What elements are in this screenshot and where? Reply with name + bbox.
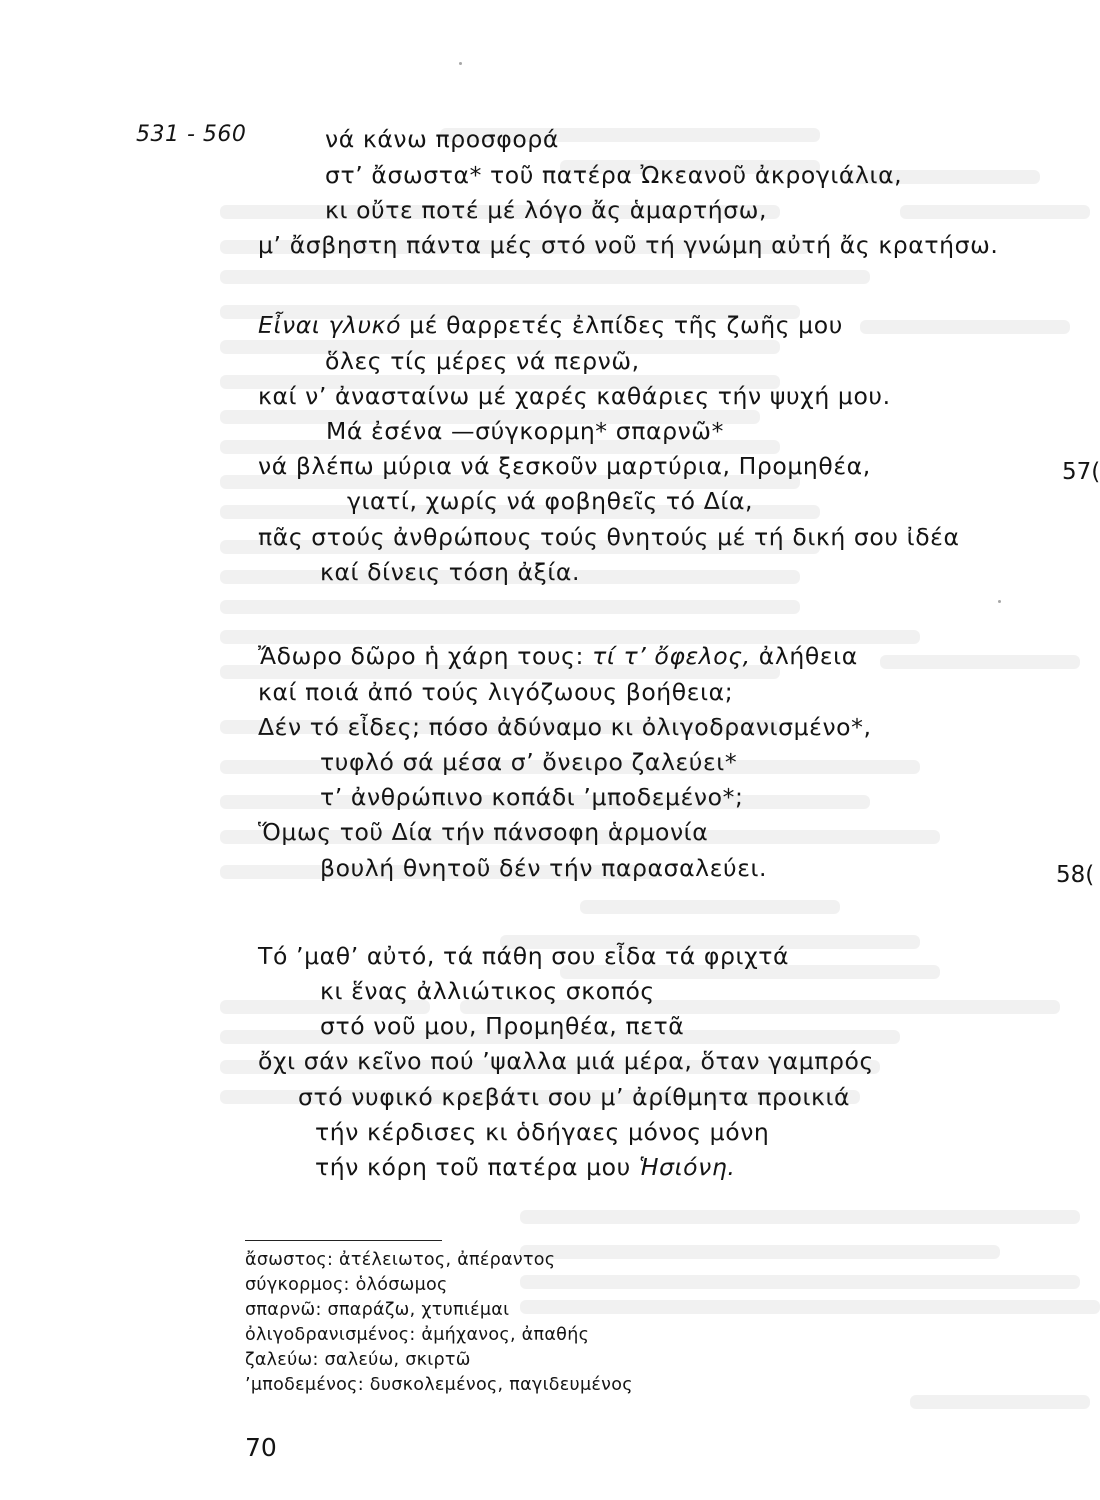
bleed-through-line <box>520 1300 1100 1314</box>
poem-line <box>325 160 902 190</box>
footnote-entry: σύγκορμος: ὁλόσωμος <box>245 1275 448 1295</box>
poem-line <box>347 486 753 516</box>
verse-text: τ’ ἀνθρώπινο κοπάδι ’μποδεμένο*; <box>320 783 744 811</box>
verse-text: καί ποιά ἀπό τούς λιγόζωους βοήθεια; <box>258 678 734 706</box>
poem-line <box>325 195 767 225</box>
verse-text: μ’ ἄσβηστη πάντα μές στό νοῦ τή γνώμη αὐτή ἄς κρατήσω. <box>258 231 999 259</box>
bleed-through-line <box>580 900 840 914</box>
poem-line <box>258 310 843 340</box>
poem-line <box>258 381 891 411</box>
footnote-entry: ’μποδεμένος: δυσκολεμένος, παγιδευμένος <box>245 1375 633 1395</box>
verse-text: τυφλό σά μέσα σ’ ὄνειρο ζαλεύει* <box>320 748 738 776</box>
bleed-through-line <box>520 1210 1080 1224</box>
italic-phrase: Εἶναι γλυκό <box>258 311 402 339</box>
poem-line <box>298 1082 850 1112</box>
poem-line <box>320 976 655 1006</box>
footnote-entry: σπαρνῶ: σπαράζω, χτυπιέμαι <box>245 1300 510 1320</box>
verse-text: γιατί, χωρίς νά φοβηθεῖς τό Δία, <box>347 487 754 515</box>
verse-text: ἀλήθεια <box>750 642 858 670</box>
bleed-through-line <box>880 655 1080 669</box>
line-number-570: 57( <box>1062 459 1100 485</box>
page-number: 70 <box>245 1433 277 1462</box>
italic-phrase: τί τ’ ὄφελος, <box>592 642 751 670</box>
footnote-entry: ὀλιγοδρανισμένος: ἀμήχανος, ἀπαθής <box>245 1325 590 1345</box>
verse-range-label: 531 - 560 <box>136 122 247 147</box>
verse-text: στό νυφικό κρεβάτι σου μ’ ἀρίθμητα προικιά <box>298 1083 851 1111</box>
poem-line <box>258 641 858 671</box>
poem-line <box>258 712 872 742</box>
poem-line <box>326 416 724 446</box>
poem-line <box>320 853 767 883</box>
bleed-through-line <box>860 320 1070 334</box>
bleed-through-line <box>520 1245 1000 1259</box>
verse-text: κι οὔτε ποτέ μέ λόγο ἄς ἁμαρτήσω, <box>325 196 768 224</box>
bleed-through-line <box>900 205 1090 219</box>
bleed-through-line <box>520 1275 1080 1289</box>
verse-text: νά κάνω προσφορά <box>325 125 559 153</box>
footnote-entry: ζαλεύω: σαλεύω, σκιρτῶ <box>245 1350 471 1370</box>
poem-line <box>258 451 871 481</box>
line-number-580: 58( <box>1056 862 1095 888</box>
footnote-divider <box>245 1240 442 1241</box>
verse-text: στ’ ἄσωστα* τοῦ πατέρα Ὠκεανοῦ ἀκρογιάλια, <box>325 161 903 189</box>
speck <box>998 600 1001 603</box>
bleed-through-line <box>220 600 800 614</box>
poem-line <box>320 747 737 777</box>
bleed-through-line <box>910 1395 1090 1409</box>
verse-text: τήν κόρη τοῦ πατέρα μου <box>315 1153 639 1181</box>
verse-text: κι ἕνας ἀλλιώτικος σκοπός <box>320 977 655 1005</box>
poem-line <box>258 522 960 552</box>
poem-line <box>315 1117 769 1147</box>
verse-text: καί ν’ ἀνασταίνω μέ χαρές καθάριες τήν ψυχή μου. <box>258 382 891 410</box>
verse-text: Δέν τό εἶδες; πόσο ἀδύναμο κι ὀλιγοδρανισμένο*, <box>258 713 872 741</box>
verse-text: μέ θαρρετές ἐλπίδες τῆς ζωῆς μου <box>401 311 843 339</box>
poem-line <box>315 1152 735 1182</box>
verse-text: ὅλες τίς μέρες νά περνῶ, <box>325 347 640 375</box>
verse-text: στό νοῦ μου, Προμηθέα, πετᾶ <box>320 1012 685 1040</box>
verse-text: Ἄδωρο δῶρο ἡ χάρη τους: <box>258 642 593 670</box>
italic-phrase: Ἡσιόνη. <box>638 1153 736 1181</box>
poem-line <box>325 124 559 154</box>
poem-line <box>258 230 998 260</box>
poem-line <box>258 677 733 707</box>
poem-line <box>258 817 708 847</box>
poem-line <box>320 557 580 587</box>
verse-text: πᾶς στούς ἀνθρώπους τούς θνητούς μέ τή δική σου ἰδέα <box>258 523 960 551</box>
verse-text: Ὅμως τοῦ Δία τήν πάνσοφη ἁρμονία <box>258 818 709 846</box>
verse-text: νά βλέπω μύρια νά ξεσκοῦν μαρτύρια, Προμηθέα, <box>258 452 871 480</box>
poem-line <box>258 941 789 971</box>
poem-line <box>320 1011 684 1041</box>
poem-line <box>320 782 743 812</box>
verse-text: Μά ἐσένα —σύγκορμη* σπαρνῶ* <box>326 417 724 445</box>
verse-text: τήν κέρδισες κι ὁδήγαες μόνος μόνη <box>315 1118 770 1146</box>
verse-text: Τό ’μαθ’ αὐτό, τά πάθη σου εἶδα τά φριχτά <box>258 942 790 970</box>
speck <box>459 62 462 65</box>
bleed-through-line <box>220 270 870 284</box>
verse-text: βουλή θνητοῦ δέν τήν παρασαλεύει. <box>320 854 768 882</box>
poem-line <box>325 346 640 376</box>
verse-text: ὄχι σάν κεῖνο πού ’ψαλλα μιά μέρα, ὅταν γαμπρός <box>258 1047 874 1075</box>
footnote-entry: ἄσωστος: ἀτέλειωτος, ἀπέραντος <box>245 1250 556 1270</box>
verse-text: καί δίνεις τόση ἀξία. <box>320 558 581 586</box>
poem-line <box>258 1046 874 1076</box>
